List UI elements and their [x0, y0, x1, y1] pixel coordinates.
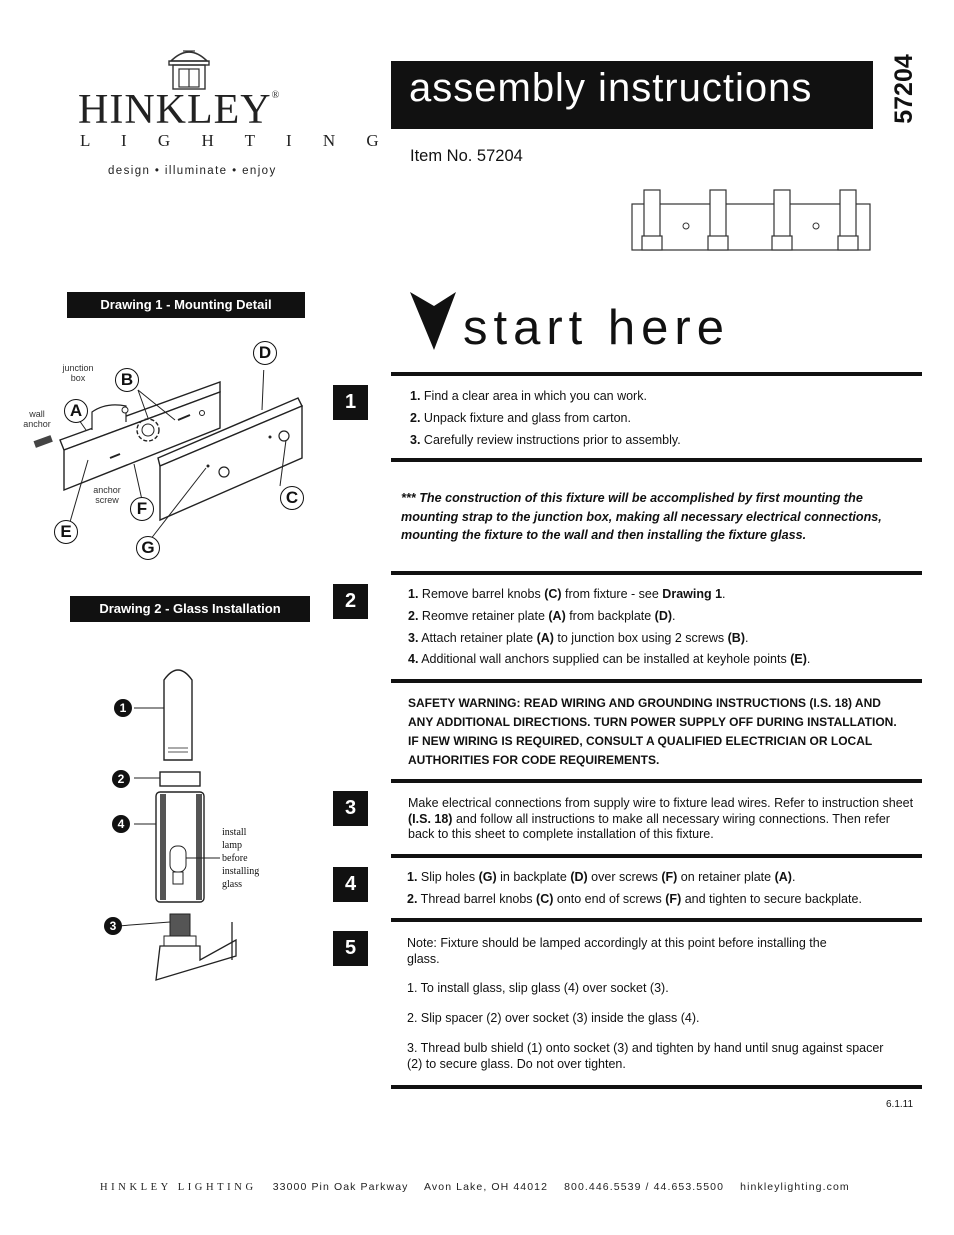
step-5-number: 5 [333, 931, 368, 966]
page-title: assembly instructions [409, 66, 813, 110]
logo-lantern-icon [163, 45, 215, 91]
part-e-callout: E [54, 520, 78, 544]
step-2-number: 2 [333, 584, 368, 619]
part-d-callout: D [253, 341, 277, 365]
part-b-callout: B [115, 368, 139, 392]
step-4-text: 1. Slip holes (G) in backplate (D) over screws (F) on retainer plate (A). 2. Thread barrel knobs (C) onto end of screws (F) and tighten to secure backplate. [407, 870, 862, 906]
svg-text:57204: 57204 [890, 54, 918, 124]
label-junction-box: junction box [62, 363, 94, 383]
footer-address: 33000 Pin Oak Parkway [272, 1181, 409, 1193]
arrow-down-icon [410, 292, 458, 352]
rule [391, 918, 922, 922]
step-5-note: Note: Fixture should be lamped accordingly at this point before installing the glass. [407, 936, 827, 966]
rule [391, 679, 922, 683]
footer-phone: 800.446.5539 / 44.653.5500 [564, 1181, 725, 1193]
logo-tagline: design • illuminate • enjoy [108, 165, 277, 177]
logo-wordmark: HINKLEY® [78, 87, 281, 133]
part-c-callout: C [280, 486, 304, 510]
rule [391, 1085, 922, 1089]
part-a-callout: A [64, 399, 88, 423]
step-4-number: 4 [333, 867, 368, 902]
part-1-callout: 1 [114, 699, 132, 717]
item-number: Item No. 57204 [410, 147, 523, 165]
step-5-item-1: 1. To install glass, slip glass (4) over socket (3). [407, 981, 669, 995]
part-3-callout: 3 [104, 917, 122, 935]
part-4-callout: 4 [112, 815, 130, 833]
footer-website[interactable]: hinkleylighting.com [740, 1181, 850, 1193]
part-g-callout: G [136, 536, 160, 560]
step-3-number: 3 [333, 791, 368, 826]
footer-city: Avon Lake, OH 44012 [423, 1181, 549, 1193]
label-wall-anchor: wall anchor [23, 409, 51, 429]
footer [100, 1181, 850, 1193]
logo-lighting: L I G H T I N G [80, 131, 393, 150]
part-f-callout: F [130, 497, 154, 521]
rule [391, 571, 922, 575]
drawing1-title: Drawing 1 - Mounting Detail [67, 292, 305, 318]
label-anchor-screw: anchor screw [93, 485, 121, 505]
drawing2-title: Drawing 2 - Glass Installation [70, 596, 310, 622]
side-item-number [882, 53, 922, 125]
glass-installation-drawing [120, 660, 250, 990]
revision-date: 6.1.11 [886, 1099, 914, 1110]
rule [391, 458, 922, 462]
rule [391, 854, 922, 858]
lamp-note: install lamp before installing glass [222, 827, 260, 890]
part-2-callout: 2 [112, 770, 130, 788]
mounting-detail-drawing [30, 370, 330, 550]
safety-warning: SAFETY WARNING: READ WIRING AND GROUNDING INSTRUCTIONS (I.S. 18) AND ANY ADDITIONAL DIRECTIONS. TURN POWER SUPPLY OFF DURING INSTALLATION. IF NEW WIRING IS REQUIRED, CONSULT A QUALIFIED ELECTRICIAN OR LOCAL AUTHORITIES FOR CODE REQUIREMENTS. [408, 696, 897, 767]
product-fixture-image [628, 188, 874, 256]
step-1-text: 1. Find a clear area in which you can work. 2. Unpack fixture and glass from carton. 3. Carefully review instructions prior to assembly. [410, 389, 681, 447]
rule [391, 779, 922, 783]
step-5-item-3: 3. Thread bulb shield (1) onto socket (3) and tighten by hand until snug against spacer (2) to secure glass. Do not over tighten. [407, 1041, 884, 1071]
step-3-text: Make electrical connections from supply wire to fixture lead wires. Refer to instruction sheet (I.S. 18) and follow all instructions to make all necessary wiring connections. Then refer back to this sheet to complete installation of this fixture. [408, 796, 914, 841]
step-1-number: 1 [333, 385, 368, 420]
footer-brand: HINKLEY LIGHTING [100, 1182, 257, 1193]
step-5-item-2: 2. Slip spacer (2) over socket (3) inside the glass (4). [407, 1011, 700, 1025]
step-2-text: 1. Remove barrel knobs (C) from fixture - see Drawing 1. 2. Reomve retainer plate (A) from backplate (D). 3. Attach retainer plate (A) to junction box using 2 screws (B). 4. Additional wall anchors supplied can be installed at keyhole points (E). [408, 587, 811, 667]
start-here-heading: start here [463, 301, 730, 355]
construction-statement: *** The construction of this fixture will be accomplished by first mounting the mounting strap to the junction box, making all necessary electrical connections, mounting the fixture to the wall and then installing the fixture glass. [401, 491, 882, 543]
rule [391, 372, 922, 376]
